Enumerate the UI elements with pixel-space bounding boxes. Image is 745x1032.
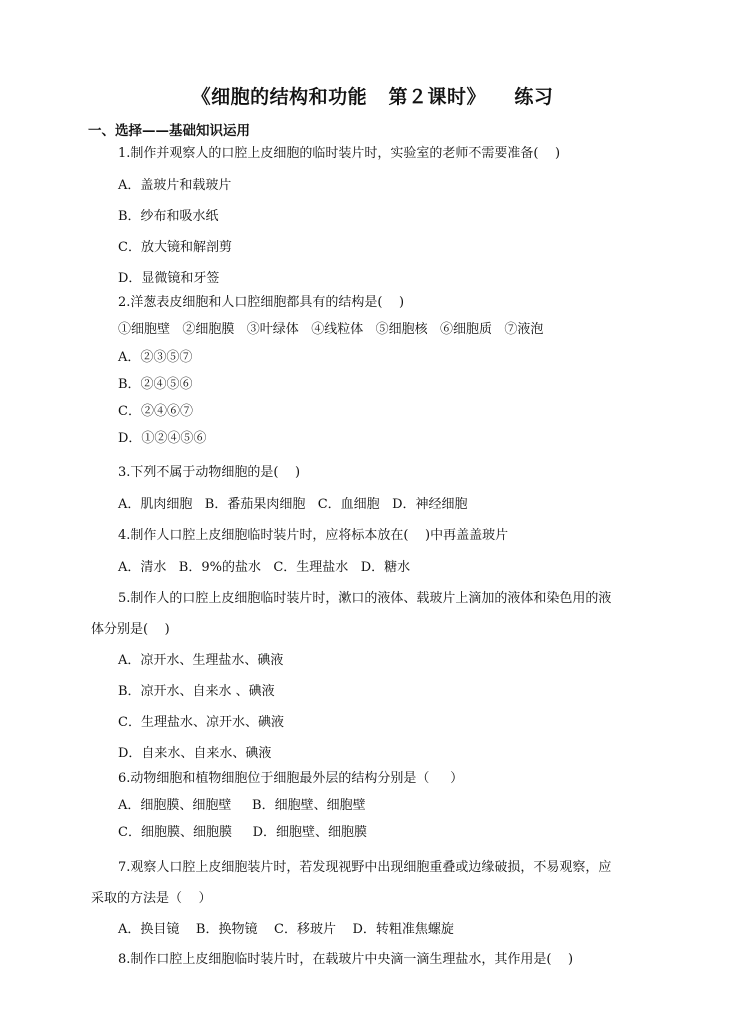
option-5d: D．自来水、自来水、碘液	[118, 746, 272, 761]
option-1d: D．显微镜和牙签	[118, 271, 220, 286]
question-5-cont: 体分别是( )	[91, 622, 170, 637]
option-1a: A．盖玻片和载玻片	[118, 178, 232, 193]
options-4: A．清水 B．9%的盐水 C．生理盐水 D．糖水	[118, 560, 411, 575]
option-1c: C．放大镜和解剖剪	[118, 240, 232, 255]
question-3: 3.下列不属于动物细胞的是( )	[118, 465, 301, 480]
section-heading: 一、选择——基础知识运用	[88, 123, 250, 139]
question-5: 5.制作人的口腔上皮细胞临时装片时，漱口的液体、载玻片上滴加的液体和染色用的液	[118, 591, 612, 606]
option-5b: B．凉开水、自来水 、碘液	[118, 684, 275, 699]
question-4: 4.制作人口腔上皮细胞临时装片时，应将标本放在( )中再盖盖玻片	[118, 528, 509, 543]
option-2c: C．②④⑥⑦	[118, 404, 193, 419]
options-7: A．换目镜 B．换物镜 C．移玻片 D．转粗准焦螺旋	[118, 922, 454, 937]
question-8: 8.制作口腔上皮细胞临时装片时，在载玻片中央滴一滴生理盐水，其作用是( )	[118, 952, 574, 967]
question-6: 6.动物细胞和植物细胞位于细胞最外层的结构分别是（ ）	[118, 771, 464, 786]
options-6-row2: C．细胞膜、细胞膜 D．细胞壁、细胞膜	[118, 825, 368, 840]
options-3: A．肌肉细胞 B．番茄果肉细胞 C．血细胞 D．神经细胞	[118, 497, 468, 512]
option-2a: A．②③⑤⑦	[118, 350, 193, 365]
option-5c: C．生理盐水、凉开水、碘液	[118, 715, 284, 730]
question-1: 1.制作并观察人的口腔上皮细胞的临时装片时，实验室的老师不需要准备( )	[118, 146, 561, 161]
page-title: 《细胞的结构和功能 第２课时》 练习	[191, 86, 554, 108]
option-2d: D．①②④⑤⑥	[118, 431, 207, 446]
question-7-cont: 采取的方法是（ ）	[91, 891, 212, 906]
option-5a: A．凉开水、生理盐水、碘液	[118, 653, 284, 668]
question-7: 7.观察人口腔上皮细胞装片时，若发现视野中出现细胞重叠或边缘破损，不易观察，应	[118, 860, 612, 875]
question-2: 2.洋葱表皮细胞和人口腔细胞都具有的结构是( )	[118, 295, 405, 310]
question-2-items: ①细胞壁 ②细胞膜 ③叶绿体 ④线粒体 ⑤细胞核 ⑥细胞质 ⑦液泡	[118, 322, 544, 337]
option-2b: B．②④⑤⑥	[118, 377, 193, 392]
options-6-row1: A．细胞膜、细胞壁 B．细胞壁、细胞壁	[118, 798, 366, 813]
option-1b: B．纱布和吸水纸	[118, 209, 219, 224]
